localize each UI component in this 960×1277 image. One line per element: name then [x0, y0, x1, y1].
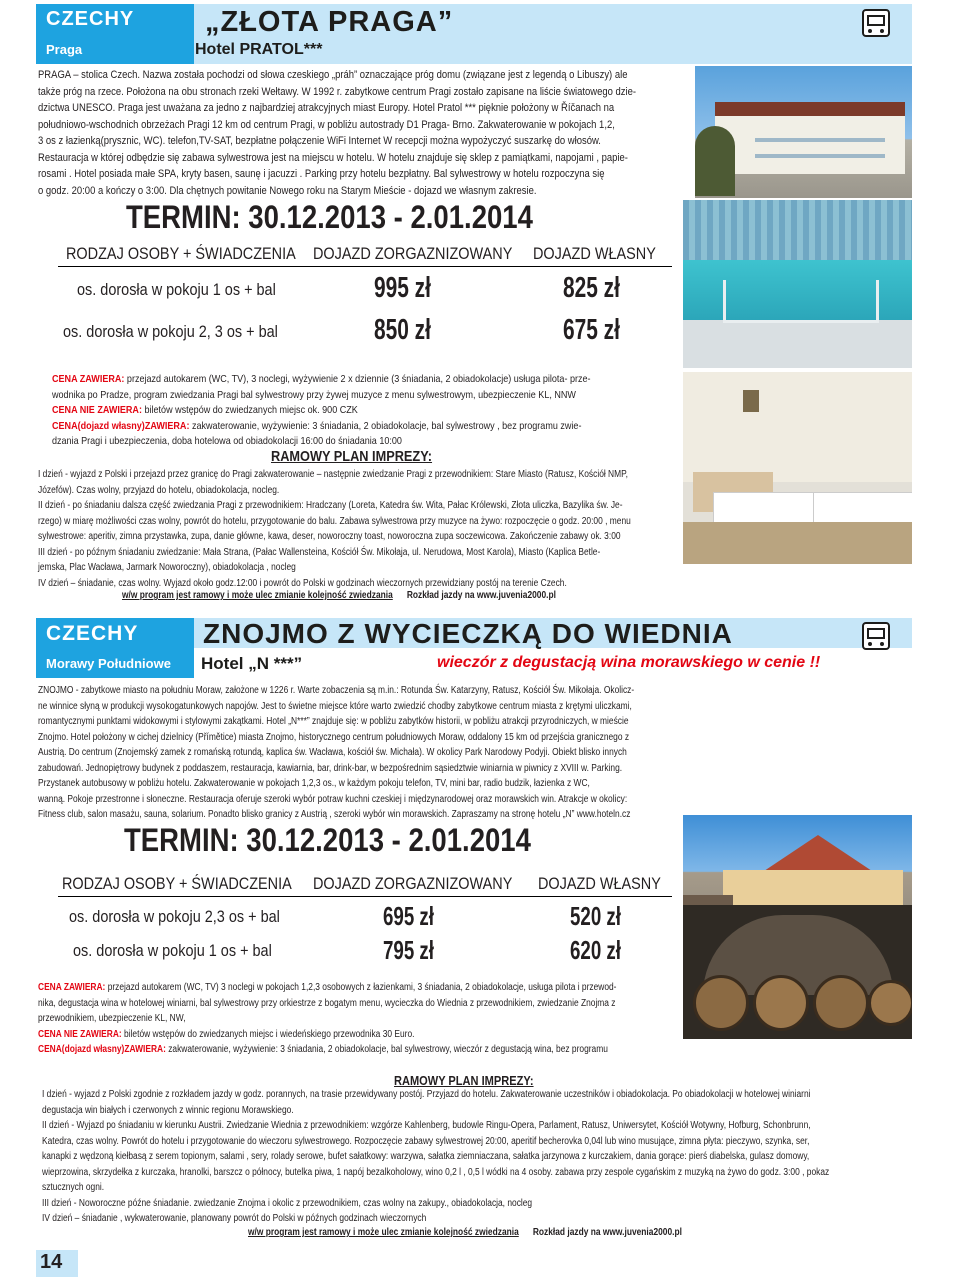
plan-line: II dzień - po śniadaniu dalsza część zwiedzania Pragi z przewodnikiem: Hradczany (Loreta, Katedra św. Wita, Pałac Królewski, Złota uliczka, Bazylika św. Je- — [38, 500, 623, 511]
znojmo-footer — [248, 1227, 682, 1238]
prague-termin: TERMIN: 30.12.2013 - 2.01.2014 — [126, 199, 533, 235]
znojmo-ramowy: RAMOWY PLAN IMPREZY: — [394, 1073, 534, 1088]
table-header: RODZAJ OSOBY + ŚWIADCZENIA — [62, 874, 292, 893]
excludes-label: CENA NIE ZAWIERA: — [38, 1028, 122, 1040]
znojmo-description — [38, 683, 912, 823]
footer-note: w/w program jest ramowy i może ulec zmianie kolejność zwiedzania — [248, 1227, 519, 1238]
price-organized: 995 zł — [374, 272, 431, 304]
plan-line: wieprzowina, skrzydełka z kurczaka, hranolki, barszcz o północy, butelka piwa, 1 napój bezalkoholowy, wino 0,2 l , 0,5 l wódki na 4 osoby. zabawa przy zespole cygańskim z muzyką na żywo do godz. 3:00 , pokaz — [42, 1166, 830, 1178]
desc-line: wanną. Pokoje przestronne i słoneczne. Restauracja oferuje szeroki wybór potraw kuchni czeskiej i międzynarodowej oraz morawskich win. Atrakcje w okolicy: — [38, 793, 628, 805]
plan-line: jemska, Plac Wacława, Jarmark Noworoczny), obiadokolacja , nocleg — [38, 562, 296, 573]
table-row-label: os. dorosła w pokoju 2,3 os + bal — [69, 907, 280, 926]
table-row-label: os. dorosła w pokoju 1 os + bal — [73, 941, 272, 960]
plan-line: sztucznych ogni. — [42, 1182, 105, 1193]
prague-footer — [122, 590, 556, 601]
plan-line: III dzień - po późnym śniadaniu zwiedzanie: Mała Strana, (Pałac Wallensteina, Kościół Św. Mikołaja, ul. Nerudowa, Most Karola), Miasto (Kaplica Betle- — [38, 546, 601, 558]
tagline: wieczór z degustacją wina morawskiego w cenie !! — [437, 654, 821, 671]
prague-price-info — [52, 372, 752, 450]
table-header: DOJAZD ZORGAZNIZOWANY — [313, 244, 513, 263]
own-label: CENA(dojazd własny)ZAWIERA: — [38, 1044, 166, 1055]
prague-description — [38, 67, 693, 199]
section-country: CZECHY — [46, 8, 135, 30]
table-header: DOJAZD ZORGAZNIZOWANY — [313, 874, 513, 893]
prague-plan — [38, 467, 678, 591]
page-number — [36, 1250, 78, 1277]
own-text: zakwaterowanie, wyżywienie: 3 śniadania, 2 obiadokolacje, bal sylwestrowy , bez programu zwie- — [189, 419, 582, 432]
desc-line: 3 os z łazienką(prysznic, WC). telefon,TV-SAT, bezpłatne połączenie WiFi Internet W recepcji można wypożyczyć suszarkę do włosów. — [38, 135, 601, 147]
includes-label: CENA ZAWIERA: — [52, 373, 125, 385]
plan-line: Józefów). Czas wolny, przyjazd do hotelu, obiadokolacja, nocleg. — [38, 484, 280, 496]
desc-line: rosami . Hotel posiada małe SPA, kryty basen, saunę i jacuzzi . Parking przy hotelu bezpłatny. Bal sylwestrowy w hotelu rozpoczyna się — [38, 168, 605, 180]
hotel-name: Hotel „N ***” — [201, 654, 303, 673]
excludes-text: biletów wstępów do zwiedzanych miejsc i wiedeńskiego przewodnika 30 Euro. — [121, 1028, 415, 1040]
znojmo-price-info — [38, 980, 682, 1058]
price-organized: 850 zł — [374, 314, 431, 346]
znojmo-plan — [42, 1087, 912, 1227]
plan-line: rzego) w miarę możliwości czas wolny, powrót do hotelu, przygotowanie do balu. Zabawa sylwestrowa przy muzyce na żywo: rozpoczęcie o godz. 20:00 , menu — [38, 515, 631, 527]
bus-icon — [862, 622, 890, 650]
desc-line: dzictwa UNESCO. Praga jest uważana za jedno z najbardziej atrakcyjnych miast Europy. Hotel Pratol *** pięknie położony w Říčanach na — [38, 102, 615, 114]
table-header: RODZAJ OSOBY + ŚWIADCZENIA — [66, 244, 296, 263]
footer-note: w/w program jest ramowy i może ulec zmianie kolejność zwiedzania — [122, 590, 393, 601]
plan-line: IV dzień – śniadanie , wykwaterowanie, planowany powrót do Polski w późnych godzinach wieczornych — [42, 1213, 427, 1224]
desc-line: PRAGA – stolica Czech. Nazwa została pochodzi od słowa czeskiego „práh” oznaczające próg domu (związane jest z legendą o Libuszy) ale — [38, 69, 628, 81]
price-organized: 795 zł — [383, 935, 434, 965]
plan-line: I dzień - wyjazd z Polski i przejazd przez granicę do Pragi zakwaterowanie – następnie zwiedzanie Pragi z przewodnikiem: Stare Miasto (Ratusz, Kościół NMP, — [38, 469, 628, 480]
bus-icon — [862, 9, 890, 37]
plan-line: III dzień - Noworoczne późne śniadanie. zwiedzanie Znojma i okolic z przewodnikiem, czas wolny na zakupy., obiadokolacja, nocleg — [42, 1197, 533, 1209]
prague-ramowy: RAMOWY PLAN IMPREZY: — [271, 448, 433, 465]
own-text: zakwaterowanie, wyżywienie: 3 śniadania, 2 obiadokolacje, bal sylwestrowy, wieczór z degustacją wina, bez programu — [165, 1044, 608, 1055]
hotel-building-photo — [695, 66, 912, 198]
includes-text: przejazd autokarem (WC, TV) 3 noclegi w pokojach 1,2,3 osobowych z łazienkami, 3 śniadania, 2 obiadokolacje, usługa pilota i przewod- — [105, 982, 617, 993]
price-own: 825 zł — [563, 272, 620, 304]
desc-line: południowo-wschodnich obrzeżach Pragi 12 km od centrum Pragi, w pobliżu autostrady D1 Praga- Brno. Zakwaterowanie w pokojach 1,2, — [38, 118, 615, 131]
price-own: 520 zł — [570, 901, 621, 931]
includes-text: przejazd autokarem (WC, TV), 3 noclegi, wyżywienie 2 x dziennie (3 śniadania, 2 obiadokolacje) usługa pilota- prze- — [124, 373, 591, 385]
table-row-label: os. dorosła w pokoju 2, 3 os + bal — [63, 322, 278, 341]
desc-line: romantycznymi punktami widokowymi i stylowymi zakątkami. Hotel „N***” znajduje się: w pobliżu zabytków historii, w pobliżu atrakcji przyrodniczych, w mieście — [38, 716, 629, 727]
table-header: DOJAZD WŁASNY — [533, 244, 656, 263]
plan-line: sylwestrowe: aperitiv, zimna przystawka, zupa, danie główne, kawa, deser, noworoczny toast, noworoczna zupa soczewicowa. Zakończenie zabawy ok. 3:00 — [38, 531, 621, 542]
section-region: Praga — [46, 42, 83, 57]
table-row-label: os. dorosła w pokoju 1 os + bal — [77, 280, 276, 299]
section-country: CZECHY — [46, 622, 139, 645]
desc-line: o godz. 20:00 a kończy o 3:00. Dla chętnych powitanie Nowego roku na Starym Mieście - dojazd we własnym zakresie. — [38, 184, 537, 197]
price-organized: 695 zł — [383, 901, 434, 931]
plan-line: II dzień - Wyjazd po śniadaniu w kierunku Austrii. Zwiedzanie Wiednia z przewodnikiem: wzgórze Kahlenberg, budowle Ringu-Opera, Parlament, Ratusz, Uniwersytet, Kościół Wotywny, Hofburg, Schonbrunn, — [42, 1120, 811, 1131]
page-number-text: 14 — [40, 1251, 63, 1273]
includes-text: przewodnikiem, ubezpieczenie KL, NW, — [38, 1013, 186, 1024]
excludes-text: biletów wstępów do zwiedzanych miejsc ok. 900 CZK — [141, 404, 358, 416]
plan-line: Katedra, czas wolny. Powrót do hotelu i przygotowanie do wieczoru sylwestrowego. Rozpoczęcie zabawy sylwestrowej 20:00, aperitif becherovka 0,04l lub wino musujące, zimna płyta: pieczywo, szynka, ser, — [42, 1135, 810, 1147]
price-own: 620 zł — [570, 935, 621, 965]
own-label: CENA(dojazd własny)ZAWIERA: — [52, 419, 190, 432]
desc-line: ne winnice słyną w produkcji wysokogatunkowych napojów. Jest to świetne miejsce które warto zwiedzić chodby zabytkowe centrum miasta z krętymi uliczkami, — [38, 700, 632, 712]
desc-line: zabudowań. Jednopiętrowy budynek z poddaszem, restauracja, kawiarnia, bar, drink-bar, w bezpośrednim sąsiedztwie winiarnia w piwnicy z XVIII w. Parking. — [38, 762, 623, 774]
desc-line: Przystanek autobusowy w pobliżu hotelu. Zakwaterowanie w pokojach 1,2,3 os., w każdym pokoju telefon, TV, mini bar, radio budzik, łazienka z WC, — [38, 778, 590, 789]
desc-line: Znojmo. Hotel położony w cichej dzielnicy (Přímětice) miasta Znojmo, historycznego centrum południowych Moraw, oddalony 15 km od przejścia granicznego z — [38, 731, 630, 743]
znojmo-termin: TERMIN: 30.12.2013 - 2.01.2014 — [124, 822, 531, 858]
desc-line: Restauracja w której odbędzie się zabawa sylwestrowa jest na miejscu w hotelu. W hotelu znajduje się sklep z pamiątkami, napojami , papie- — [38, 151, 628, 164]
plan-line: degustacja win białych i czerwonych z winnic regionu Morawskiego. — [42, 1104, 294, 1116]
pool-photo — [683, 200, 912, 368]
section-title: „ZŁOTA PRAGA” — [205, 6, 454, 38]
price-own: 675 zł — [563, 314, 620, 346]
section-region: Morawy Południowe — [46, 656, 171, 671]
table-header: DOJAZD WŁASNY — [538, 874, 661, 893]
plan-line: I dzień - wyjazd z Polski zgodnie z rozkładem jazdy w godz. porannych, na trasie przewidywany postój. Przyjazd do hotelu. Zakwaterowanie uczestników i obiadokolacja. Po obiadokolacji w hotelowej winiarni — [42, 1089, 811, 1100]
desc-line: ZNOJMO - zabytkowe miasto na południu Moraw, założone w 1226 r. Warte zobaczenia są m.in.: Rotunda Św. Katarzyny, Ratusz, Kościół Św. Mikołaja. Okolicz- — [38, 685, 635, 696]
plan-line: IV dzień – śniadanie, czas wolny. Wyjazd około godz.12:00 i powrót do Polski w godzinach wieczornych przewidziany postój na terenie Czech. — [38, 577, 567, 589]
includes-label: CENA ZAWIERA: — [38, 982, 106, 993]
section-title: ZNOJMO Z WYCIECZKĄ DO WIEDNIA — [203, 618, 733, 649]
desc-line: także próg na rzece. Położona na obu stronach rzeki Wełtawy. W 1992 r. zabytkowe centrum Pragi zostało zapisane na liście światowego dzie- — [38, 85, 637, 98]
own-text: dzania Pragi i ubezpieczenia, doba hotelowa od obiadokolacji 16:00 do śniadania 10:00 — [52, 435, 402, 447]
includes-text: wodnika po Pradze, program zwiedzania Pragi bal sylwestrowy przy żywej muzyce z menu sylwestrowym, ubezpieczenie KL, NNW — [52, 388, 576, 401]
hotel-name: Hotel PRATOL*** — [195, 41, 323, 58]
includes-text: nika, degustacja wina w hotelowej winiarni, bal sylwestrowy przy orkiestrze z bogatym menu, wycieczka do Wiednia z przewodnikiem, zwiedzanie Znojma z — [38, 997, 616, 1009]
plan-line: kanapki z wędzoną kiełbasą z serem topionym, salami , sery, rolady serowe, bufet sałatkowy: warzywa, sałatka ziemniaczana, sałatka jarzynowa z kurczakiem, dania gorące: pierś diabelska, gulasz domowy, — [42, 1151, 810, 1162]
excludes-label: CENA NIE ZAWIERA: — [52, 404, 142, 416]
footer-link[interactable]: Rozkład jazdy na www.juvenia2000.pl — [532, 1227, 682, 1238]
footer-link[interactable]: Rozkład jazdy na www.juvenia2000.pl — [406, 590, 556, 601]
desc-line: Austrią. Do centrum (Znojemský zamek z romańską rotundą, kaplica św. Wacława, kościół św. Michała). W okolicy Park Narodowy Podyji. Obiekt blisko innych — [38, 747, 627, 758]
desc-line: Fitness club, salon masażu, sauna, solarium. Ponadto blisko granicy z Austrią , szeroki wybór win morawskich. Zapraszamy na stronę hotelu „N” www.hoteln.cz — [38, 809, 631, 820]
